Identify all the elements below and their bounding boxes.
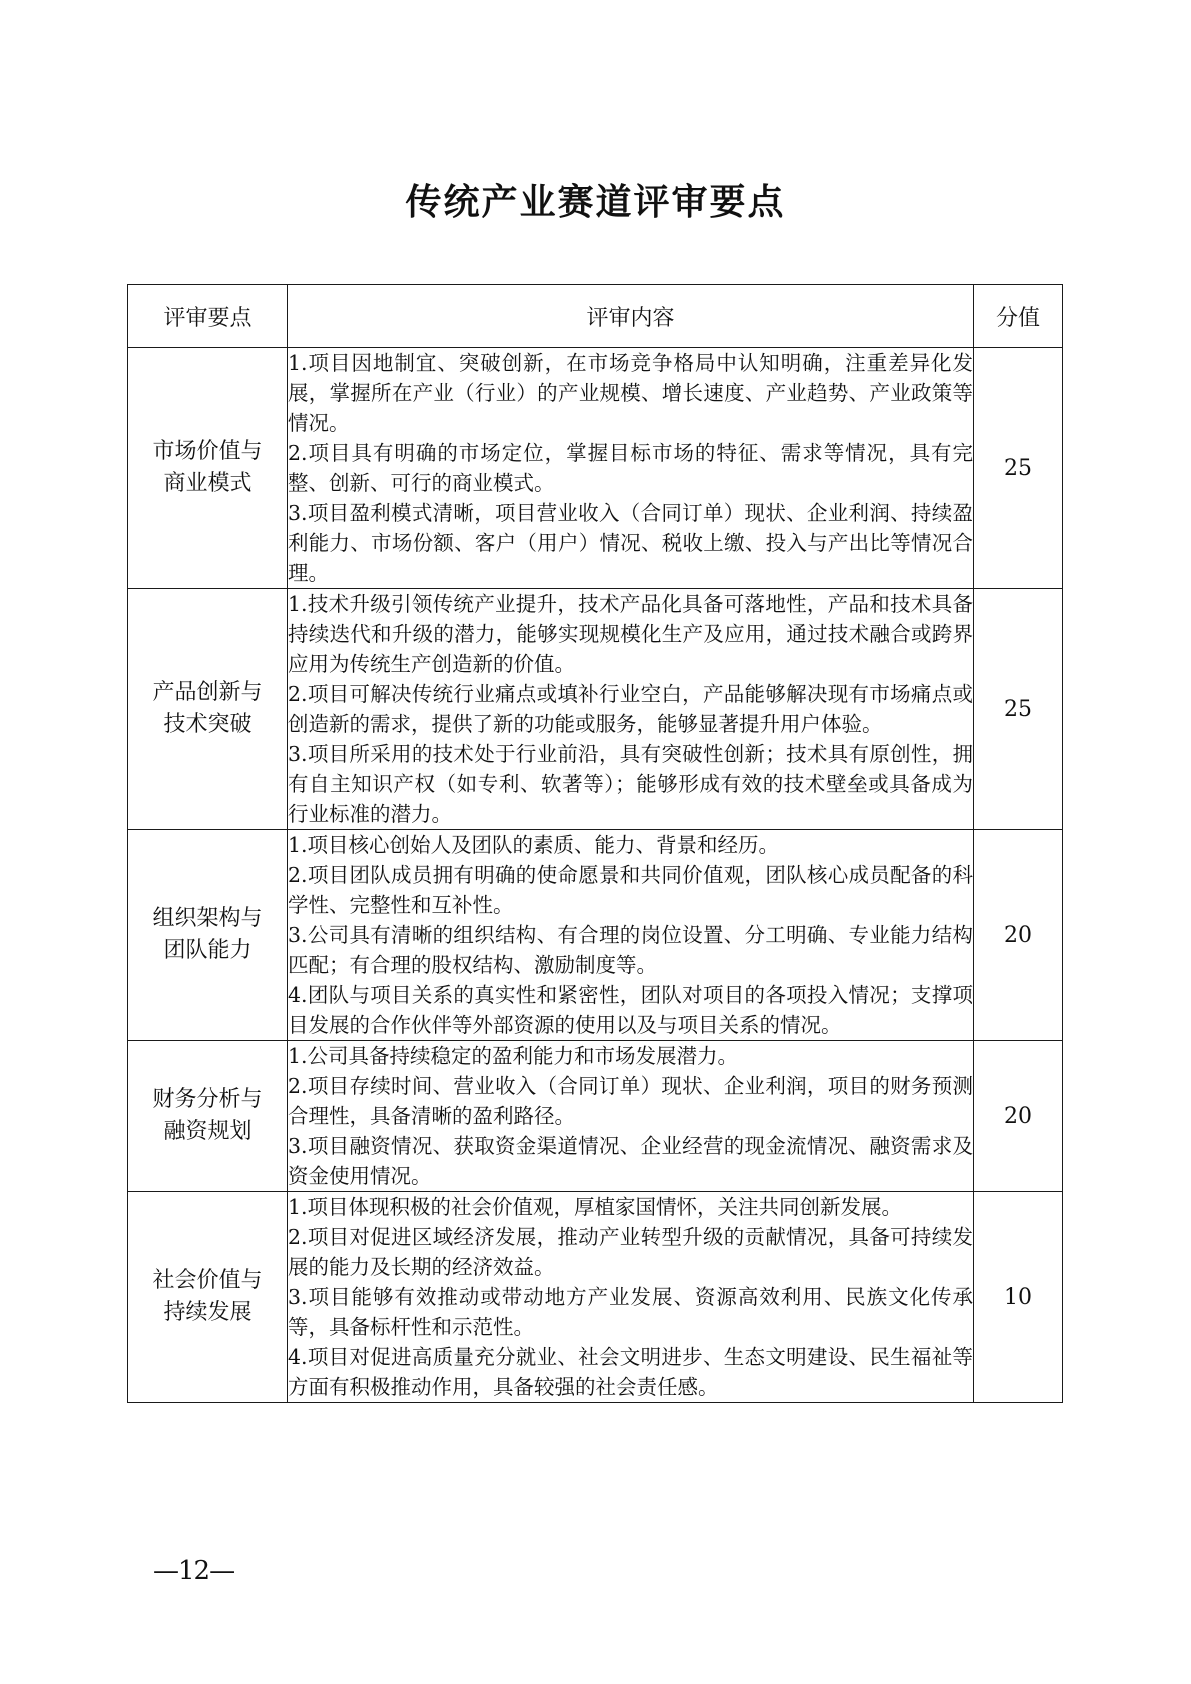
content-cell xyxy=(288,348,974,589)
table-header-row xyxy=(128,285,1063,348)
criterion-label-line2: 商业模式 xyxy=(163,471,252,496)
criterion-cell xyxy=(128,1041,288,1192)
score-cell: 20 xyxy=(974,1041,1063,1192)
table-row xyxy=(128,1192,1063,1403)
criterion-label-line1: 产品创新与 xyxy=(152,680,263,705)
criterion-label-line1: 社会价值与 xyxy=(152,1268,263,1293)
content-item: 1.项目体现积极的社会价值观，厚植家国情怀，关注共同创新发展。 xyxy=(288,1195,903,1219)
content-item: 3.项目盈利模式清晰，项目营业收入（合同订单）现状、企业利润、持续盈利能力、市场份额、客户（用户）情况、税收上缴、投入与产出比等情况合理。 xyxy=(288,501,973,585)
content-item: 2.项目团队成员拥有明确的使命愿景和共同价值观，团队核心成员配备的科学性、完整性和互补性。 xyxy=(288,863,973,917)
score-cell: 25 xyxy=(974,348,1063,589)
header-criterion: 评审要点 xyxy=(128,285,288,348)
content-item: 1.项目因地制宜、突破创新，在市场竞争格局中认知明确，注重差异化发展，掌握所在产业（行业）的产业规模、增长速度、产业趋势、产业政策等情况。 xyxy=(288,351,973,435)
content-item: 1.技术升级引领传统产业提升，技术产品化具备可落地性，产品和技术具备持续迭代和升级的潜力，能够实现规模化生产及应用，通过技术融合或跨界应用为传统生产创造新的价值。 xyxy=(288,592,973,676)
page-number: —12— xyxy=(153,1556,235,1586)
page-title: 传统产业赛道评审要点 xyxy=(405,181,786,223)
content-item: 2.项目具有明确的市场定位，掌握目标市场的特征、需求等情况，具有完整、创新、可行的商业模式。 xyxy=(288,441,973,495)
criterion-label-line2: 团队能力 xyxy=(163,938,252,963)
header-content: 评审内容 xyxy=(288,285,974,348)
table-row xyxy=(128,830,1063,1041)
table-row xyxy=(128,589,1063,830)
criterion-cell xyxy=(128,589,288,830)
review-criteria-table xyxy=(127,284,1063,1403)
content-item: 3.公司具有清晰的组织结构、有合理的岗位设置、分工明确、专业能力结构匹配；有合理的股权结构、激励制度等。 xyxy=(288,923,973,977)
content-cell xyxy=(288,589,974,830)
content-item: 4.团队与项目关系的真实性和紧密性，团队对项目的各项投入情况；支撑项目发展的合作伙伴等外部资源的使用以及与项目关系的情况。 xyxy=(288,983,973,1037)
table-row xyxy=(128,1041,1063,1192)
score-cell: 20 xyxy=(974,830,1063,1041)
score-cell: 10 xyxy=(974,1192,1063,1403)
criterion-label-line2: 技术突破 xyxy=(163,712,252,737)
content-item: 4.项目对促进高质量充分就业、社会文明进步、生态文明建设、民生福祉等方面有积极推动作用，具备较强的社会责任感。 xyxy=(288,1345,973,1399)
content-item: 1.项目核心创始人及团队的素质、能力、背景和经历。 xyxy=(288,833,780,857)
table-row xyxy=(128,348,1063,589)
content-item: 2.项目对促进区域经济发展，推动产业转型升级的贡献情况，具备可持续发展的能力及长期的经济效益。 xyxy=(288,1225,973,1279)
criterion-cell xyxy=(128,1192,288,1403)
criterion-label-line2: 持续发展 xyxy=(163,1300,252,1325)
content-cell xyxy=(288,1041,974,1192)
criterion-label-line2: 融资规划 xyxy=(163,1119,252,1144)
header-score: 分值 xyxy=(974,285,1063,348)
content-item: 1.公司具备持续稳定的盈利能力和市场发展潜力。 xyxy=(288,1044,739,1068)
criterion-label-line1: 组织架构与 xyxy=(152,906,263,931)
content-item: 2.项目可解决传统行业痛点或填补行业空白，产品能够解决现有市场痛点或创造新的需求，提供了新的功能或服务，能够显著提升用户体验。 xyxy=(288,682,973,736)
content-item: 3.项目融资情况、获取资金渠道情况、企业经营的现金流情况、融资需求及资金使用情况。 xyxy=(288,1134,973,1188)
score-cell: 25 xyxy=(974,589,1063,830)
criterion-label-line1: 市场价值与 xyxy=(152,439,263,464)
content-cell xyxy=(288,1192,974,1403)
content-item: 3.项目能够有效推动或带动地方产业发展、资源高效利用、民族文化传承等，具备标杆性和示范性。 xyxy=(288,1285,973,1339)
criterion-label-line1: 财务分析与 xyxy=(152,1087,263,1112)
criterion-cell xyxy=(128,830,288,1041)
criterion-cell xyxy=(128,348,288,589)
content-item: 2.项目存续时间、营业收入（合同订单）现状、企业利润，项目的财务预测合理性，具备清晰的盈利路径。 xyxy=(288,1074,973,1128)
content-item: 3.项目所采用的技术处于行业前沿，具有突破性创新；技术具有原创性，拥有自主知识产权（如专利、软著等）；能够形成有效的技术壁垒或具备成为行业标准的潜力。 xyxy=(288,742,973,826)
content-cell xyxy=(288,830,974,1041)
